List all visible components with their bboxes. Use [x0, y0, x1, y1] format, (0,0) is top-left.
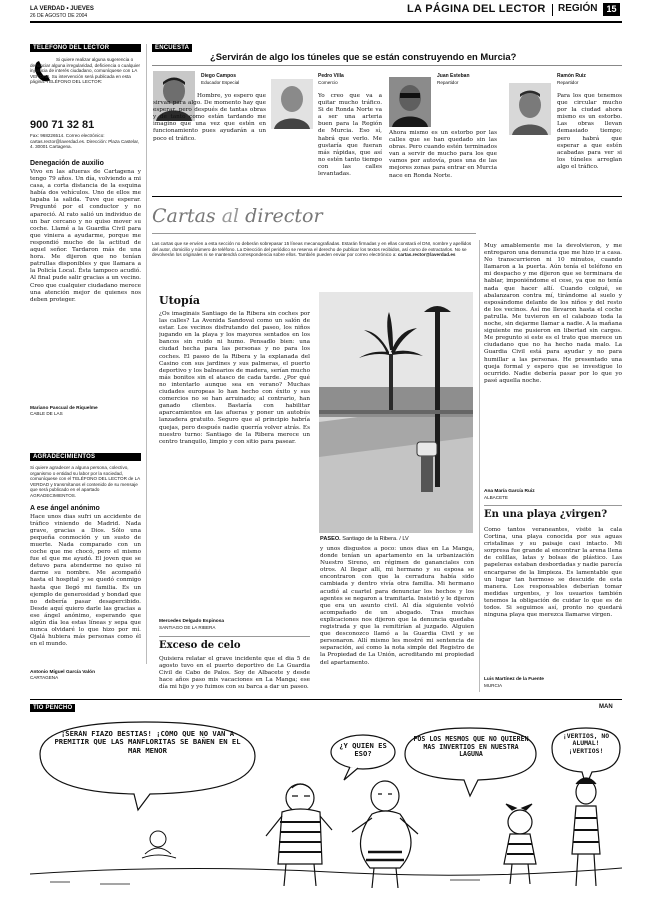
denegacion-place: CABLE DE LAS: [30, 411, 63, 416]
telefono-contact: Fax: 968226514. Correo electrónico: cartas.rector@laverdad.es. Dirección: Plaza Castelar, 4. 30001 Cartagena.: [30, 133, 140, 150]
left-column-divider: [146, 44, 147, 664]
encuesta-role-1: Educador Especial: [201, 80, 240, 85]
encuesta-rule: [152, 65, 622, 66]
playa-rule: [484, 505, 622, 506]
encuesta-photo-3: [389, 77, 431, 127]
encuesta-role-2: Comercio: [318, 80, 338, 85]
utopia-text: ¿Os imagináis Santiago de la Ribera sin coches por las calles? La Avenida Sandoval como un salón de estar. Los vecinos disfrutando del paseo, los niños jugando en la playa y los mayores sentados en los bancos sin ruido ni humo. Pensadlo bien: una ciudad hecha para las personas y no para los coches. El paseo de la Ribera y la explanada del Casino con sus jardines y sus palmeras, el puerto deportivo y los balnearios de madera, serían mucho más bonitos sin el atasco de cada tarde. ¿Por qué no intentarlo aunque sea en verano? Muchas ciudades europeas lo han hecho con éxito y sus comercios no se han arruinado; al contrario, han ganado clientes. Bastaría con habilitar aparcamientos en las afueras y poner un autobús lanzadera gratuito. Seguro que al principio habría quejas, pero después nadie querría volver atrás. Es nuestro turno: Santiago de la Ribera merece un centro tranquilo, limpio y con sitio para pasear.: [159, 311, 310, 445]
right-column-text: Muy amablemente me la devolvieron, y me entregaron una denuncia que me hizo ir a casa. No transcurrieron ni 10 minutos, cuando llamaron a la puerta. Aún tenía el teléfono en mi despacho y me dijeron que se terminara de hablar, imponiéndome el cese, ya que no tenía nada que hacer allí. Cuando colgué, se abalanzaron contra mí, tirándome al suelo y esposándome delante de los niños y del resto de los vecinos. Así me llevaron hasta el coche patrulla. Me tuvieron en el calabozo toda la noche, sin dejarme llamar a nadie. A la mañana siguiente me pusieron en libertad sin cargos. Me pregunto si este es el trato que merece un ciudadano que no ha hecho nada malo. La Guardia Civil está para ayudar y no para humillar a las personas. He presentado una queja formal y espero que se investigue lo ocurrido. Nadie debería pasar por lo que yo pasé aquella noche.: [484, 243, 622, 384]
paseo-photo: [319, 292, 473, 533]
agradecimientos-intro: Si quiere agradecer a alguna persona, colectivo, organismo o entidad su labor por la sociedad, comuníquese con el TELÉFONO DEL LECTOR de LA VERDAD y transmítanos el contenido de su mensaje que será publicado en el apartado AGRADECIMIENTOS.: [30, 465, 140, 498]
agradecimientos-author: Antonio Miguel García Valón: [30, 669, 96, 675]
issue-date: 26 DE AGOSTO DE 2004: [30, 13, 88, 19]
cartas-title-underline: [152, 233, 476, 234]
agradecimientos-section: [30, 453, 141, 680]
comic-bubble-1: ¡SERÁN FIAZO BESTIAS! ¡CÓMO QUE NO VAN A PREMITIR QUE LAS MANFLORITAS SE BAÑEN EN EL MAR MENOR: [54, 730, 241, 755]
exceso-title: Exceso de celo: [159, 640, 241, 651]
header-divider: [552, 4, 553, 16]
encuesta-name-2: Pedro Villa: [318, 73, 344, 79]
cartas-title: [152, 205, 323, 227]
photo-credit: / LV: [399, 536, 409, 542]
section-title: LA PÁGINA DEL LECTOR: [407, 3, 546, 15]
right-column-place: ALBACETE: [484, 495, 508, 500]
utopia-author: Mercedes Delgado Espinosa: [159, 619, 225, 624]
encuesta-question: ¿Servirán de algo los túneles que se están construyendo en Murcia?: [210, 51, 517, 62]
encuesta-label: ENCUESTA: [152, 44, 192, 52]
paper-name: LA VERDAD • JUEVES: [30, 6, 94, 12]
encuesta-role-3: Repartidor: [437, 80, 459, 85]
denegacion-text: Vivo en las afueras de Cartagena y tengo 79 años. Un día, volviendo a mi casa, a corta distancia de la esquina había dos vehículos. Uno de ellos me tapaba la salida. Tuve que esperar. Pregunté por el conductor y no apareció. Al rato salió un individuo de un bar cercano y no quiso mover su coche. Llamé a la Guardia Civil para que viniera a ayudarme, porque me respondió mucho de la actitud de aquel señor. Tardaron más de una hora. Me dijeron que no tenían patrullas disponibles y que llamara a la Policía Local. Ésta tampoco acudió. Al final pude salir gracias a un vecino. Creo que cualquier ciudadano merece una atención mejor de quienes nos deben proteger.: [30, 169, 141, 303]
comic-bubble-2: ¿Y QUIÉN ES ESO?: [339, 742, 387, 759]
comic-strip: [30, 714, 622, 894]
comic-top-rule: [30, 699, 622, 700]
denegacion-letter: [30, 160, 141, 416]
playa-author: Luis Martínez de la Fuente: [484, 677, 544, 682]
denegacion-title: Denegación de auxilio: [30, 160, 104, 167]
encuesta-bottom-rule: [152, 196, 622, 197]
photo-caption-bold: PASEO.: [320, 536, 341, 542]
encuesta-answer-2: Yo creo que va a quitar mucho tráfico. Si de Ronda Norte va a ser una arteria buen para la Región de Murcia. Eso sí, habrá que verlo. Me gustaría que fueran más rápidas, que así no estén tanto tiempo con las calles levantadas.: [318, 93, 382, 178]
telefono-label: TELÉFONO DEL LECTOR: [30, 44, 141, 52]
encuesta-name-3: Juan Esteban: [437, 73, 470, 79]
page-number: 15: [603, 3, 620, 16]
center-continuation: y unos disgustos a poco: unos días en La Manga, donde tenían un apartamento en la urbanización Nuestro Sireno, en régimen de gananciales con otros. Al llegar allí, mi hermano y su esposa se encontraron con que la cerradura había sido cambiada y dentro vivía otra familia. Mi hermano acudió al cuartel para denunciar los hechos y los agentes se negaron a tramitarla. Insistió y le dijeron que era un asunto civil. Al día siguiente volvió acompañado de un abogado. Tras muchas explicaciones nos dijeron que la denuncia quedaba registrada y que la remitirían al juzgado. Alguien que desconozco llamó a la Guardia Civil y se personaron. Allí mismo les mostré mi sentencia de separación, así como la nota simple del Registro de la Propiedad de La Unión, acreditando mi propiedad del apartamento.: [320, 546, 474, 666]
header-rule: [30, 21, 622, 23]
encuesta-photo-2: [271, 79, 313, 129]
playa-text: Como tantos veraneantes, visité la cala Cortina, una playa conocida por sus aguas cristalinas y su paisaje casi intacto. Mi sorpresa fue grande al encontrar la arena llena de colillas, latas y bolsas de plástico. Las papeleras estaban desbordadas y nadie parecía encargarse de la limpieza. Es lamentable que un lugar tan hermoso se descuide de esta manera. Los responsables deberían tomar medidas urgentes, y los usuarios también tenemos la obligación de cuidar lo que es de todos. Si seguimos así, pronto no quedará ninguna playa que merezca llamarse virgen.: [484, 527, 622, 619]
playa-place: MURCIA: [484, 683, 503, 688]
right-column-author: Ana María García Ruiz: [484, 489, 535, 494]
telefono-number[interactable]: 900 71 32 81: [30, 119, 95, 131]
encuesta-answer-4: Para los que tenemos que circular mucho por la ciudad ahora mismo es un estorbo. Las obras llevan demasiado tiempo; pero habrá que esperar a que estén acabadas para ver si los túneles arreglan algo el tráfico.: [557, 93, 622, 170]
agradecimientos-place: CARTAGENA: [30, 674, 59, 680]
exceso-text: Quisiera relatar el grave incidente que el día 5 de agosto tuvo en el puerto deportivo de La Guardia Civil de Cabo de Palos. Soy de Albacete y desde hace años paso mis vacaciones en La Manga; ese día mi hijo y yo fuimos con su barca a dar un paseo.: [159, 656, 310, 691]
comic-bubble-3: POS LOS MESMOS QUE NO QUIEREN MAS INVERTIOS EN NUESTRA LAGUNA: [413, 736, 529, 759]
agradecimientos-label: AGRADECIMIENTOS: [30, 453, 141, 461]
cartas-title-a: Cartas: [152, 205, 216, 227]
agradecimientos-title: A ese ángel anónimo: [30, 504, 100, 512]
cartas-title-c: director: [245, 205, 323, 227]
utopia-title: Utopía: [159, 294, 201, 307]
encuesta-answer-3: Ahora mismo es un estorbo por las calles que se han quedado sin las obras. Pero cuando estén terminados van a servir de mucho para los que vamos por autovía, pues una de las mejores zonas para entrar en Murcia nace en Ronda Norte.: [389, 130, 497, 179]
encuesta-role-4: Repartidor: [557, 80, 579, 85]
exceso-rule: [159, 636, 310, 637]
cartas-title-b: al: [221, 205, 240, 227]
cartas-rules: Las cartas que se envíen a esta sección no deberán sobrepasar 15 líneas mecanografiadas. Estarán firmadas y en ellas constará el DNI, nombre y apellidos del autor, domicilio y número de teléfono. La Dirección del periódico se reserva el derecho de publicar los textos recibidos, así como de extractarlos. No se devolverán los originales ni se mantendrá correspondencia sobre ellos. También pueden enviar por correo electrónico a: cartas.rector@laverdad.es: [152, 241, 472, 258]
photo-caption-text: Santiago de la Ribera.: [342, 536, 398, 542]
telefono-section: [30, 44, 141, 150]
encuesta-name-4: Ramón Ruiz: [557, 73, 586, 79]
denegacion-author: Mariano Pascual de Riquelme: [30, 406, 98, 411]
cartas-email[interactable]: cartas.rector@laverdad.es: [397, 252, 456, 258]
utopia-place: SANTIAGO DE LA RIBERA: [159, 625, 216, 630]
agradecimientos-text: Hace unos días sufrí un accidente de tráfico viniendo de Madrid. Nada grave, gracias a Dios. Sólo una pequeña conmoción y un susto de muerte. Nada comparado con un coche que me chocó, pero el mismo fue el que me ayudó. El joven que se detuvo para atenderme no quiso ni darme su nombre. Me acompañó hasta el hospital y se quedó conmigo hasta que llegó mi familia. Es un ejemplo de generosidad y bondad que no debería pasar desapercibido. Desde aquí quiero darle las gracias a ese ángel anónimo, esperando que algún día lea estas líneas y sepa que nunca olvidaré lo que hizo por mí. Ojalá hubiera más personas como él en el mundo.: [30, 513, 141, 648]
comic-label: TÍO PENCHO: [30, 704, 75, 712]
encuesta-answer-1: Hombre, yo espero que sirvan para algo. De momento hay que esperar, pero después de tantas obras y de tanto como están tardando me imagino que una vez que estén en funcionamiento pues ayudarán a un poco el tráfico.: [153, 93, 266, 142]
encuesta-photo-4: [509, 83, 551, 135]
region-label: REGIÓN: [558, 3, 598, 14]
playa-title: En una playa ¿virgen?: [484, 509, 608, 520]
comic-bubble-4: ¡VERTIOS, NO ALUMAL! ¡VERTIOS!: [562, 733, 610, 755]
center-right-divider: [479, 240, 480, 692]
comic-author: MAN: [599, 704, 613, 710]
photo-caption: [320, 536, 409, 542]
telefono-intro: Si quiere realizar alguna sugerencia o denunciar alguna irregularidad, deficiencia o cualquier injusticia de interés ciudadano, comuníquese con LA VERDAD. Su intervención será publicada en esta página. TELÉFONO DEL LECTOR:: [30, 57, 141, 85]
encuesta-name-1: Diego Campos: [201, 73, 237, 79]
